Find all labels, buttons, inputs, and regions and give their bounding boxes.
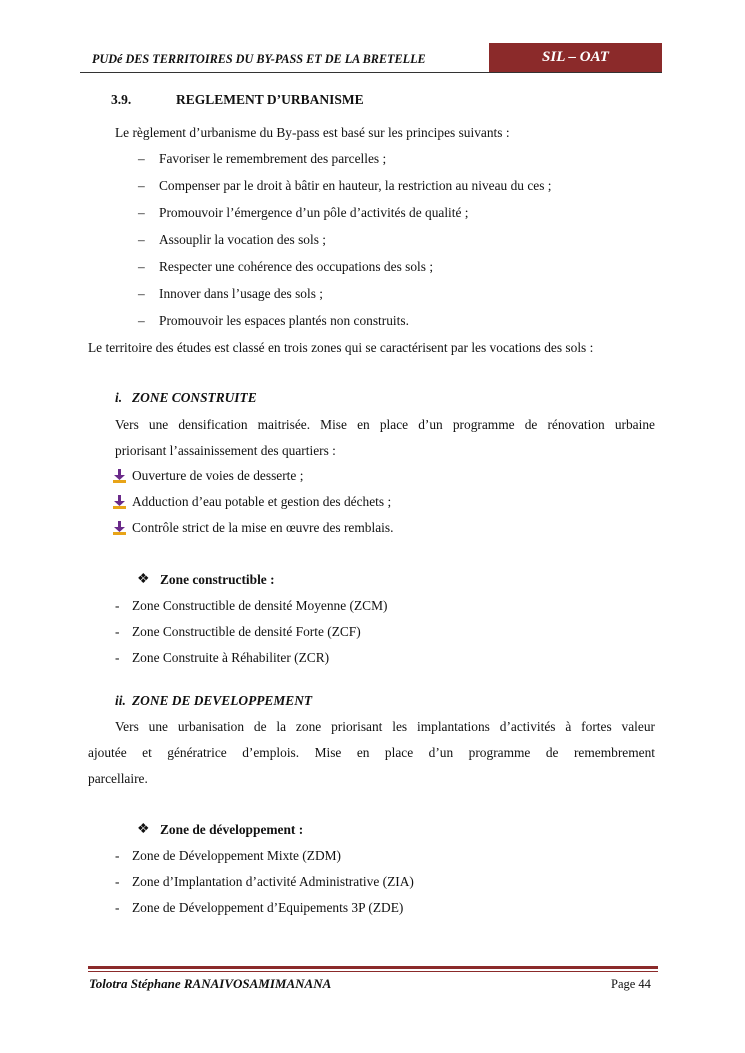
list-item: Promouvoir l’émergence d’un pôle d’activités de qualité ;	[159, 205, 469, 220]
section-number: 3.9.	[111, 92, 132, 107]
hyphen-marker: -	[115, 624, 120, 639]
zone1-subheading: Zone constructible :	[160, 572, 275, 587]
list-item: Respecter une cohérence des occupations des sols ;	[159, 259, 434, 274]
hyphen-marker: -	[115, 598, 120, 613]
dash-marker: –	[138, 313, 145, 328]
zone1-numeral: i.	[115, 390, 123, 405]
list-item: Zone de Développement d’Equipements 3P (ZDE)	[132, 900, 404, 915]
list-item: Zone d’Implantation d’activité Administrative (ZIA)	[132, 874, 414, 889]
list-item: Zone Constructible de densité Forte (ZCF)	[132, 624, 361, 639]
hyphen-marker: -	[115, 900, 120, 915]
dash-marker: –	[138, 178, 145, 193]
zone2-numeral: ii.	[115, 693, 126, 708]
territory-text: Le territoire des études est classé en trois zones qui se caractérisent par les vocations des sols :	[88, 340, 594, 355]
list-item: Promouvoir les espaces plantés non construits.	[159, 313, 409, 328]
intro-text: Le règlement d’urbanisme du By-pass est basé sur les principes suivants :	[115, 125, 510, 140]
list-item: Assouplir la vocation des sols ;	[159, 232, 326, 247]
dash-marker: –	[138, 232, 145, 247]
zone1-title: ZONE CONSTRUITE	[132, 390, 257, 405]
list-item: Favoriser le remembrement des parcelles ;	[159, 151, 387, 166]
header-badge: SIL – OAT	[489, 43, 662, 72]
bullet-arrow-icon	[113, 521, 126, 535]
header-rule	[80, 72, 662, 73]
page-number: Page 44	[611, 977, 651, 991]
list-item: Ouverture de voies de desserte ;	[132, 468, 304, 483]
zone1-paragraph-line2: priorisant l’assainissement des quartiers :	[115, 443, 336, 458]
section-title: REGLEMENT D’URBANISME	[176, 92, 364, 107]
list-item: Adduction d’eau potable et gestion des déchets ;	[132, 494, 392, 509]
bullet-arrow-icon	[113, 495, 126, 509]
hyphen-marker: -	[115, 874, 120, 889]
footer-author: Tolotra Stéphane RANAIVOSAMIMANANA	[89, 976, 332, 991]
diamond-bullet-icon: ❖	[137, 822, 150, 837]
header-title: PUDé DES TERRITOIRES DU BY-PASS ET DE LA BRETELLE	[92, 52, 426, 66]
list-item: Zone de Développement Mixte (ZDM)	[132, 848, 341, 863]
zone2-paragraph-line2: ajoutée et génératrice d’emplois. Mise en place d’un programme de remembrement	[88, 745, 655, 760]
zone2-title: ZONE DE DEVELOPPEMENT	[132, 693, 313, 708]
dash-marker: –	[138, 286, 145, 301]
hyphen-marker: -	[115, 650, 120, 665]
footer-rule	[88, 966, 658, 969]
dash-marker: –	[138, 259, 145, 274]
hyphen-marker: -	[115, 848, 120, 863]
footer-rule-thin	[88, 971, 658, 972]
list-item: Zone Constructible de densité Moyenne (ZCM)	[132, 598, 388, 613]
dash-marker: –	[138, 205, 145, 220]
list-item: Compenser par le droit à bâtir en hauteur, la restriction au niveau du ces ;	[159, 178, 552, 193]
dash-marker: –	[138, 151, 145, 166]
list-item: Innover dans l’usage des sols ;	[159, 286, 324, 301]
zone2-paragraph-line3: parcellaire.	[88, 771, 148, 786]
list-item: Contrôle strict de la mise en œuvre des remblais.	[132, 520, 394, 535]
zone1-paragraph-line1: Vers une densification maitrisée. Mise en place d’un programme de rénovation urbaine	[115, 417, 655, 432]
list-item: Zone Construite à Réhabiliter (ZCR)	[132, 650, 330, 665]
diamond-bullet-icon: ❖	[137, 572, 150, 587]
zone2-paragraph-line1: Vers une urbanisation de la zone priorisant les implantations d’activités à fortes valeur	[115, 719, 655, 734]
zone2-subheading: Zone de développement :	[160, 822, 304, 837]
bullet-arrow-icon	[113, 469, 126, 483]
